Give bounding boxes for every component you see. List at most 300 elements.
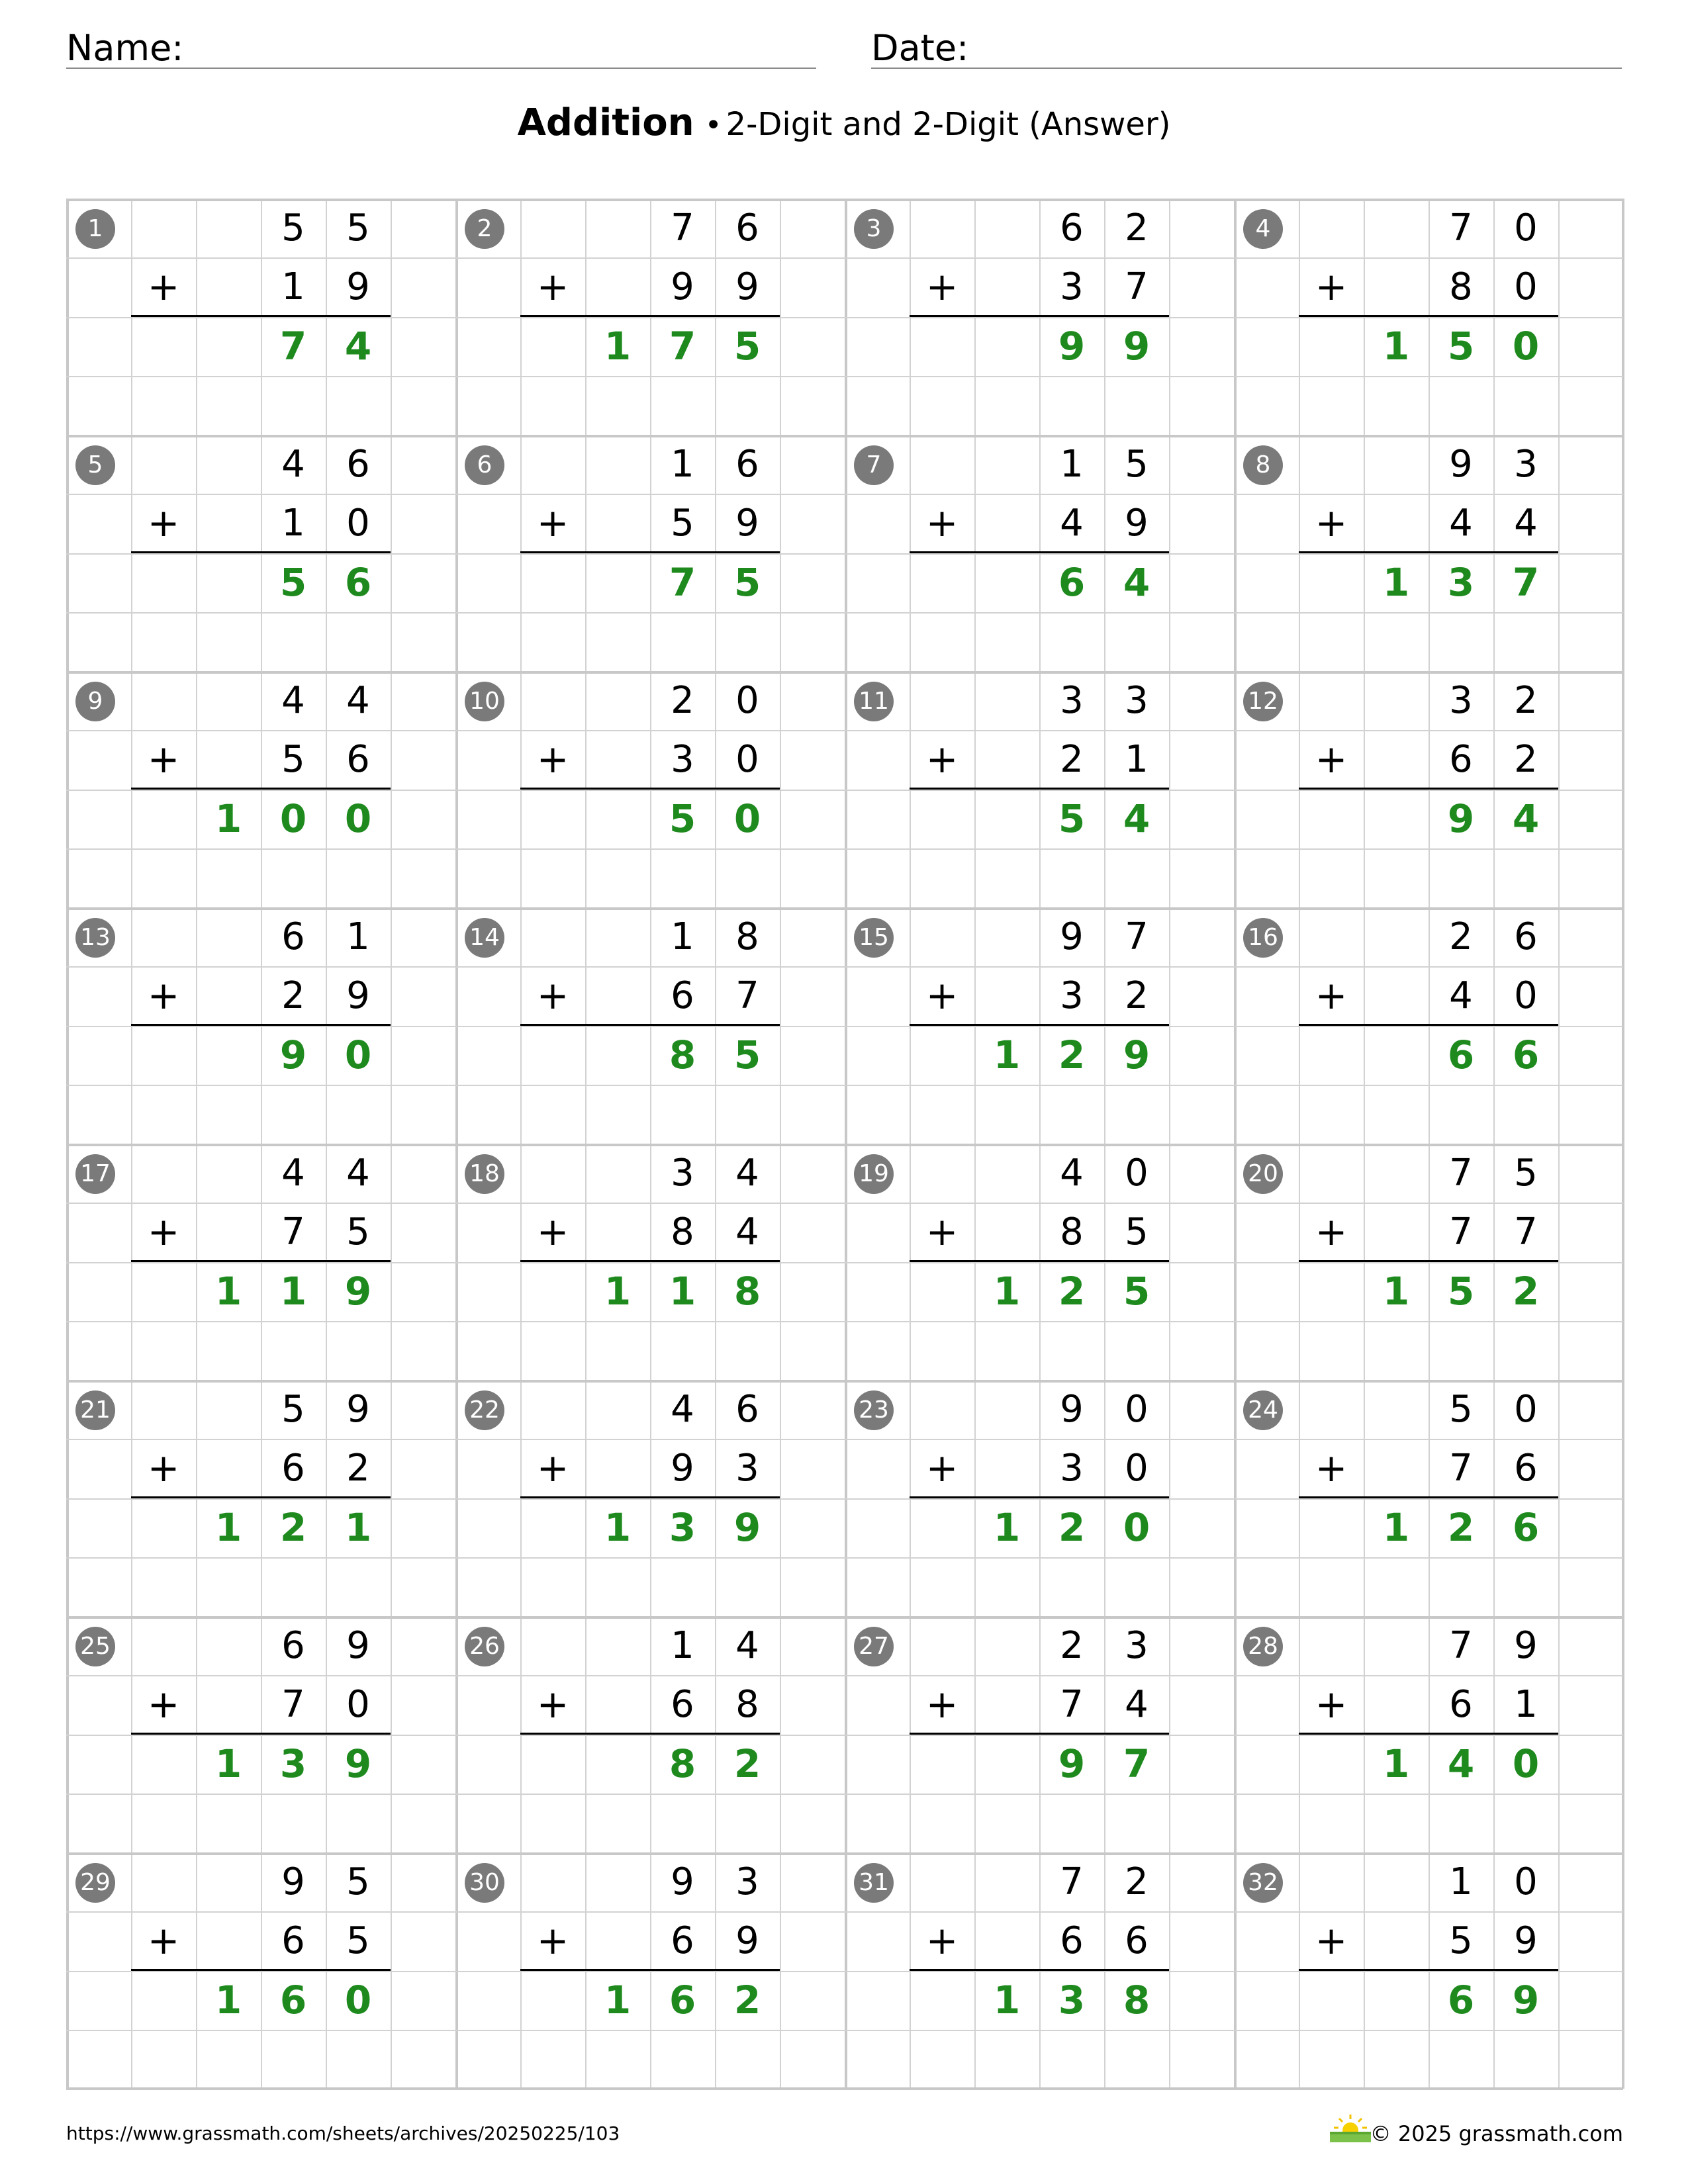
problem-4 <box>1234 199 1623 435</box>
answer-digit: 6 <box>1447 1032 1475 1077</box>
addend-bottom-digit: 6 <box>1449 1683 1473 1727</box>
addend-top-digit: 9 <box>1060 915 1084 958</box>
addend-bottom-digit: 6 <box>671 1919 694 1963</box>
plus-sign: + <box>925 1918 959 1964</box>
plus-sign: + <box>536 500 569 546</box>
name-line <box>66 68 816 69</box>
problem-31 <box>845 1852 1234 2089</box>
answer-digit: 1 <box>1382 323 1410 369</box>
addend-bottom-digit: 7 <box>1449 1447 1473 1490</box>
problem-number-badge: 12 <box>1243 682 1283 721</box>
answer-digit: 2 <box>279 1504 307 1550</box>
answer-digit: 1 <box>604 1268 632 1314</box>
addend-bottom-digit: 7 <box>281 1210 305 1254</box>
plus-sign: + <box>147 1209 180 1255</box>
plus-sign: + <box>147 264 180 310</box>
problem-number-badge: 22 <box>465 1390 504 1430</box>
footer-url: https://www.grassmath.com/sheets/archives/20250225/103 <box>66 2122 620 2144</box>
answer-digit: 7 <box>669 323 696 369</box>
worksheet-title <box>0 101 1688 144</box>
addend-top-digit: 4 <box>1060 1152 1084 1195</box>
addend-top-digit: 9 <box>346 1388 370 1431</box>
addend-bottom-digit: 2 <box>1060 738 1084 782</box>
plus-sign: + <box>147 973 180 1019</box>
answer-digit: 1 <box>1382 1741 1410 1786</box>
addend-bottom-digit: 1 <box>281 265 305 309</box>
addend-bottom-digit: 0 <box>346 502 370 545</box>
addend-top-digit: 1 <box>1060 443 1084 486</box>
addend-bottom-digit: 3 <box>1060 974 1084 1018</box>
answer-digit: 6 <box>279 1977 307 2023</box>
answer-digit: 2 <box>1058 1032 1086 1077</box>
addend-bottom-digit: 7 <box>1060 1683 1084 1727</box>
problem-24 <box>1234 1380 1623 1616</box>
addend-top-digit: 1 <box>671 915 694 958</box>
plus-sign: + <box>147 500 180 546</box>
addend-bottom-digit: 1 <box>1125 738 1149 782</box>
answer-digit: 4 <box>1447 1741 1475 1786</box>
addend-bottom-digit: 6 <box>281 1447 305 1490</box>
answer-digit: 1 <box>993 1504 1021 1550</box>
addend-top-digit: 7 <box>1449 1152 1473 1195</box>
addend-bottom-digit: 6 <box>1449 738 1473 782</box>
addend-bottom-digit: 9 <box>671 1447 694 1490</box>
addend-bottom-digit: 7 <box>1514 1210 1538 1254</box>
date-field <box>871 23 1622 69</box>
name-field <box>66 23 816 69</box>
answer-digit: 1 <box>1382 1268 1410 1314</box>
problem-number-badge: 18 <box>465 1154 504 1194</box>
plus-sign: + <box>1315 1682 1348 1727</box>
addend-top-digit: 5 <box>281 206 305 250</box>
answer-digit: 7 <box>669 559 696 605</box>
answer-digit: 6 <box>1512 1504 1540 1550</box>
addend-top-digit: 9 <box>671 1860 694 1903</box>
addend-top-digit: 2 <box>1514 679 1538 722</box>
problem-number-badge: 27 <box>854 1627 894 1666</box>
plus-sign: + <box>1315 737 1348 782</box>
addend-top-digit: 3 <box>671 1152 694 1195</box>
addend-bottom-digit: 0 <box>1514 265 1538 309</box>
answer-digit: 0 <box>344 1977 372 2023</box>
addend-top-digit: 1 <box>671 1624 694 1667</box>
answer-digit: 3 <box>279 1741 307 1786</box>
problem-number-badge: 16 <box>1243 918 1283 958</box>
answer-digit: 9 <box>733 1504 761 1550</box>
addend-top-digit: 0 <box>1514 1860 1538 1903</box>
problem-28 <box>1234 1616 1623 1852</box>
plus-sign: + <box>1315 264 1348 310</box>
answer-digit: 5 <box>1447 323 1475 369</box>
answer-digit: 9 <box>344 1268 372 1314</box>
problem-number-badge: 14 <box>465 918 504 958</box>
footer-copyright: © 2025 grassmath.com <box>1370 2121 1623 2146</box>
answer-digit: 1 <box>344 1504 372 1550</box>
problem-10 <box>455 671 845 907</box>
answer-digit: 0 <box>344 796 372 841</box>
addend-top-digit: 3 <box>735 1860 759 1903</box>
addend-top-digit: 9 <box>1449 443 1473 486</box>
addend-bottom-digit: 0 <box>1514 974 1538 1018</box>
addend-top-digit: 0 <box>735 679 759 722</box>
problem-19 <box>845 1144 1234 1380</box>
problem-6 <box>455 435 845 671</box>
answer-digit: 4 <box>1123 796 1150 841</box>
addend-top-digit: 3 <box>1060 679 1084 722</box>
answer-digit: 0 <box>344 1032 372 1077</box>
problem-number-badge: 3 <box>854 209 894 249</box>
problem-15 <box>845 907 1234 1144</box>
problem-number-badge: 20 <box>1243 1154 1283 1194</box>
answer-digit: 9 <box>1123 323 1150 369</box>
addend-top-digit: 2 <box>671 679 694 722</box>
problem-number-badge: 25 <box>75 1627 115 1666</box>
answer-digit: 8 <box>733 1268 761 1314</box>
answer-digit: 2 <box>1512 1268 1540 1314</box>
problem-number-badge: 31 <box>854 1863 894 1903</box>
addend-bottom-digit: 9 <box>671 265 694 309</box>
addend-top-digit: 7 <box>1125 915 1149 958</box>
date-label: Date: <box>871 27 969 69</box>
answer-digit: 6 <box>669 1977 696 2023</box>
addend-bottom-digit: 3 <box>1060 265 1084 309</box>
problem-number-badge: 29 <box>75 1863 115 1903</box>
plus-sign: + <box>536 1682 569 1727</box>
answer-digit: 1 <box>214 796 242 841</box>
addend-bottom-digit: 6 <box>1060 1919 1084 1963</box>
addend-top-digit: 2 <box>1125 1860 1149 1903</box>
plus-sign: + <box>925 264 959 310</box>
answer-digit: 8 <box>1123 1977 1150 2023</box>
plus-sign: + <box>925 1445 959 1491</box>
answer-digit: 3 <box>669 1504 696 1550</box>
answer-digit: 4 <box>344 323 372 369</box>
addend-top-digit: 9 <box>281 1860 305 1903</box>
addend-top-digit: 5 <box>346 206 370 250</box>
date-line <box>871 68 1622 69</box>
problem-14 <box>455 907 845 1144</box>
addend-bottom-digit: 6 <box>671 1683 694 1727</box>
problem-number-badge: 17 <box>75 1154 115 1194</box>
plus-sign: + <box>147 1682 180 1727</box>
problem-number-badge: 11 <box>854 682 894 721</box>
addend-bottom-digit: 7 <box>1125 265 1149 309</box>
addend-top-digit: 7 <box>1060 1860 1084 1903</box>
problem-number-badge: 4 <box>1243 209 1283 249</box>
addend-top-digit: 5 <box>346 1860 370 1903</box>
answer-digit: 6 <box>1447 1977 1475 2023</box>
grass-sun-logo-icon <box>1327 2113 1374 2144</box>
answer-digit: 2 <box>1447 1504 1475 1550</box>
problem-30 <box>455 1852 845 2089</box>
addend-bottom-digit: 1 <box>1514 1683 1538 1727</box>
problem-number-badge: 8 <box>1243 445 1283 485</box>
addend-top-digit: 6 <box>346 443 370 486</box>
addend-top-digit: 3 <box>1449 679 1473 722</box>
problem-21 <box>66 1380 455 1616</box>
addend-top-digit: 4 <box>281 443 305 486</box>
title-subtitle: 2-Digit and 2-Digit (Answer) <box>726 106 1171 143</box>
problem-27 <box>845 1616 1234 1852</box>
answer-digit: 4 <box>1512 796 1540 841</box>
answer-digit: 6 <box>1058 559 1086 605</box>
addend-bottom-digit: 6 <box>1514 1447 1538 1490</box>
answer-digit: 9 <box>1512 1977 1540 2023</box>
addend-bottom-digit: 4 <box>735 1210 759 1254</box>
addend-bottom-digit: 5 <box>281 738 305 782</box>
answer-digit: 5 <box>733 559 761 605</box>
answer-digit: 6 <box>1512 1032 1540 1077</box>
answer-digit: 1 <box>214 1268 242 1314</box>
answer-digit: 0 <box>1512 323 1540 369</box>
answer-digit: 5 <box>1058 796 1086 841</box>
problem-number-badge: 24 <box>1243 1390 1283 1430</box>
problem-5 <box>66 435 455 671</box>
addend-top-digit: 5 <box>1125 443 1149 486</box>
addend-bottom-digit: 0 <box>1125 1447 1149 1490</box>
addend-bottom-digit: 6 <box>1125 1919 1149 1963</box>
addend-bottom-digit: 4 <box>1125 1683 1149 1727</box>
plus-sign: + <box>925 973 959 1019</box>
problem-number-badge: 7 <box>854 445 894 485</box>
plus-sign: + <box>536 1918 569 1964</box>
problem-25 <box>66 1616 455 1852</box>
answer-digit: 1 <box>214 1741 242 1786</box>
answer-digit: 0 <box>733 796 761 841</box>
addend-top-digit: 4 <box>281 679 305 722</box>
answer-digit: 1 <box>604 1977 632 2023</box>
name-label: Name: <box>66 27 184 69</box>
addend-bottom-digit: 6 <box>671 974 694 1018</box>
addend-top-digit: 6 <box>735 443 759 486</box>
addend-bottom-digit: 9 <box>735 502 759 545</box>
addend-bottom-digit: 0 <box>735 738 759 782</box>
answer-digit: 2 <box>733 1741 761 1786</box>
addend-top-digit: 4 <box>735 1152 759 1195</box>
answer-digit: 5 <box>279 559 307 605</box>
addend-bottom-digit: 4 <box>1060 502 1084 545</box>
addend-top-digit: 4 <box>281 1152 305 1195</box>
problem-number-badge: 23 <box>854 1390 894 1430</box>
addend-top-digit: 2 <box>1449 915 1473 958</box>
addend-bottom-digit: 2 <box>1125 974 1149 1018</box>
addend-bottom-digit: 6 <box>281 1919 305 1963</box>
addend-top-digit: 3 <box>1514 443 1538 486</box>
plus-sign: + <box>536 973 569 1019</box>
addend-top-digit: 1 <box>346 915 370 958</box>
answer-digit: 1 <box>993 1268 1021 1314</box>
addend-bottom-digit: 8 <box>1060 1210 1084 1254</box>
addend-top-digit: 6 <box>735 206 759 250</box>
answer-digit: 1 <box>993 1032 1021 1077</box>
addend-top-digit: 0 <box>1125 1388 1149 1431</box>
addend-top-digit: 6 <box>1060 206 1084 250</box>
plus-sign: + <box>925 1209 959 1255</box>
problem-number-badge: 2 <box>465 209 504 249</box>
answer-digit: 9 <box>1447 796 1475 841</box>
addend-top-digit: 6 <box>281 915 305 958</box>
addend-top-digit: 7 <box>1449 206 1473 250</box>
worksheet-grid <box>66 199 1623 2089</box>
addend-top-digit: 9 <box>346 1624 370 1667</box>
problem-number-badge: 30 <box>465 1863 504 1903</box>
problem-number-badge: 9 <box>75 682 115 721</box>
addend-bottom-digit: 5 <box>346 1919 370 1963</box>
plus-sign: + <box>1315 973 1348 1019</box>
addend-top-digit: 4 <box>671 1388 694 1431</box>
problem-number-badge: 13 <box>75 918 115 958</box>
addend-top-digit: 2 <box>1125 206 1149 250</box>
problem-number-badge: 5 <box>75 445 115 485</box>
addend-top-digit: 2 <box>1060 1624 1084 1667</box>
addend-bottom-digit: 7 <box>1449 1210 1473 1254</box>
plus-sign: + <box>925 737 959 782</box>
answer-digit: 1 <box>279 1268 307 1314</box>
addend-top-digit: 4 <box>346 1152 370 1195</box>
problem-number-badge: 19 <box>854 1154 894 1194</box>
addend-top-digit: 5 <box>281 1388 305 1431</box>
addend-bottom-digit: 5 <box>671 502 694 545</box>
answer-digit: 3 <box>1447 559 1475 605</box>
addend-top-digit: 0 <box>1514 206 1538 250</box>
problem-13 <box>66 907 455 1144</box>
problem-8 <box>1234 435 1623 671</box>
title-main: Addition <box>517 101 694 144</box>
addend-top-digit: 0 <box>1125 1152 1149 1195</box>
answer-digit: 0 <box>1123 1504 1150 1550</box>
answer-digit: 9 <box>1123 1032 1150 1077</box>
addend-bottom-digit: 7 <box>281 1683 305 1727</box>
plus-sign: + <box>1315 1445 1348 1491</box>
answer-digit: 8 <box>669 1032 696 1077</box>
addend-bottom-digit: 8 <box>735 1683 759 1727</box>
problem-11 <box>845 671 1234 907</box>
answer-digit: 9 <box>344 1741 372 1786</box>
answer-digit: 9 <box>1058 323 1086 369</box>
addend-top-digit: 7 <box>1449 1624 1473 1667</box>
problem-17 <box>66 1144 455 1380</box>
answer-digit: 0 <box>1512 1741 1540 1786</box>
problem-number-badge: 15 <box>854 918 894 958</box>
plus-sign: + <box>1315 1209 1348 1255</box>
problem-23 <box>845 1380 1234 1616</box>
addend-bottom-digit: 2 <box>346 1447 370 1490</box>
addend-top-digit: 3 <box>1125 679 1149 722</box>
addend-top-digit: 9 <box>1514 1624 1538 1667</box>
problem-9 <box>66 671 455 907</box>
addend-bottom-digit: 7 <box>735 974 759 1018</box>
addend-bottom-digit: 9 <box>735 265 759 309</box>
addend-bottom-digit: 9 <box>346 974 370 1018</box>
addend-bottom-digit: 8 <box>671 1210 694 1254</box>
addend-bottom-digit: 9 <box>735 1919 759 1963</box>
answer-digit: 2 <box>733 1977 761 2023</box>
addend-bottom-digit: 2 <box>1514 738 1538 782</box>
answer-digit: 8 <box>669 1741 696 1786</box>
answer-digit: 1 <box>604 323 632 369</box>
answer-digit: 1 <box>1382 559 1410 605</box>
addend-top-digit: 0 <box>1514 1388 1538 1431</box>
plus-sign: + <box>536 264 569 310</box>
addend-top-digit: 1 <box>1449 1860 1473 1903</box>
answer-digit: 7 <box>1512 559 1540 605</box>
answer-digit: 2 <box>1058 1268 1086 1314</box>
answer-digit: 1 <box>1382 1504 1410 1550</box>
answer-digit: 3 <box>1058 1977 1086 2023</box>
addend-bottom-digit: 1 <box>281 502 305 545</box>
problem-22 <box>455 1380 845 1616</box>
problem-number-badge: 10 <box>465 682 504 721</box>
answer-digit: 0 <box>279 796 307 841</box>
addend-top-digit: 9 <box>1060 1388 1084 1431</box>
problem-number-badge: 28 <box>1243 1627 1283 1666</box>
addend-bottom-digit: 4 <box>1449 502 1473 545</box>
addend-top-digit: 6 <box>1514 915 1538 958</box>
addend-top-digit: 1 <box>671 443 694 486</box>
answer-digit: 4 <box>1123 559 1150 605</box>
addend-bottom-digit: 8 <box>1449 265 1473 309</box>
addend-top-digit: 3 <box>1125 1624 1149 1667</box>
problem-12 <box>1234 671 1623 907</box>
answer-digit: 1 <box>604 1504 632 1550</box>
addend-bottom-digit: 3 <box>1060 1447 1084 1490</box>
answer-digit: 1 <box>214 1977 242 2023</box>
plus-sign: + <box>1315 500 1348 546</box>
addend-top-digit: 8 <box>735 915 759 958</box>
answer-digit: 5 <box>1447 1268 1475 1314</box>
plus-sign: + <box>925 500 959 546</box>
plus-sign: + <box>147 737 180 782</box>
addend-top-digit: 5 <box>1449 1388 1473 1431</box>
answer-digit: 9 <box>279 1032 307 1077</box>
answer-digit: 1 <box>993 1977 1021 2023</box>
problem-number-badge: 26 <box>465 1627 504 1666</box>
addend-top-digit: 4 <box>735 1624 759 1667</box>
addend-bottom-digit: 9 <box>1125 502 1149 545</box>
plus-sign: + <box>925 1682 959 1727</box>
problem-29 <box>66 1852 455 2089</box>
answer-digit: 2 <box>1058 1504 1086 1550</box>
problem-number-badge: 21 <box>75 1390 115 1430</box>
problem-number-badge: 32 <box>1243 1863 1283 1903</box>
answer-digit: 9 <box>1058 1741 1086 1786</box>
plus-sign: + <box>536 737 569 782</box>
addend-top-digit: 6 <box>735 1388 759 1431</box>
problem-26 <box>455 1616 845 1852</box>
addend-bottom-digit: 5 <box>1125 1210 1149 1254</box>
answer-digit: 6 <box>344 559 372 605</box>
plus-sign: + <box>536 1445 569 1491</box>
addend-bottom-digit: 4 <box>1449 974 1473 1018</box>
addend-top-digit: 5 <box>1514 1152 1538 1195</box>
problem-3 <box>845 199 1234 435</box>
answer-digit: 5 <box>1123 1268 1150 1314</box>
plus-sign: + <box>147 1918 180 1964</box>
plus-sign: + <box>1315 1918 1348 1964</box>
problem-1 <box>66 199 455 435</box>
addend-bottom-digit: 9 <box>1514 1919 1538 1963</box>
problem-7 <box>845 435 1234 671</box>
problem-20 <box>1234 1144 1623 1380</box>
addend-bottom-digit: 5 <box>1449 1919 1473 1963</box>
addend-bottom-digit: 9 <box>346 265 370 309</box>
addend-bottom-digit: 3 <box>671 738 694 782</box>
addend-bottom-digit: 0 <box>346 1683 370 1727</box>
answer-digit: 5 <box>733 323 761 369</box>
addend-bottom-digit: 5 <box>346 1210 370 1254</box>
problem-2 <box>455 199 845 435</box>
addend-top-digit: 4 <box>346 679 370 722</box>
